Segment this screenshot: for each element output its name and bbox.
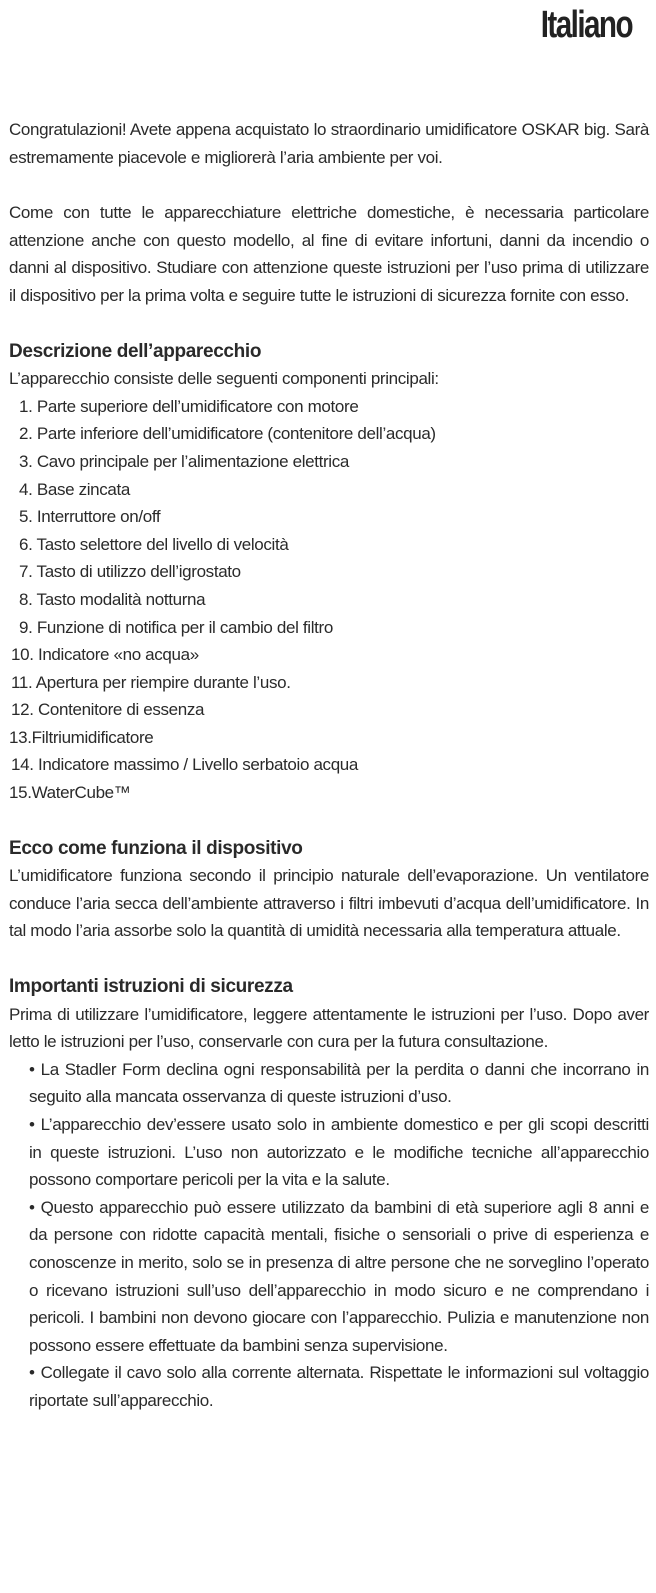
component-item: 13.Filtriumidificatore bbox=[9, 727, 154, 747]
spacer bbox=[9, 945, 649, 973]
component-item: 14. Indicatore massimo / Livello serbatoio acqua bbox=[11, 755, 359, 775]
safety-item-text: La Stadler Form declina ogni responsabilità per la perdita o danni che incorrano in seguito alla mancata osservanza di queste istruzioni d’uso. bbox=[29, 1059, 649, 1107]
component-item: 8. Tasto modalità notturna bbox=[19, 589, 206, 609]
safety-heading: Importanti istruzioni di sicurezza bbox=[9, 976, 293, 998]
safety-item bbox=[9, 1056, 649, 1111]
bullet-icon: • bbox=[29, 1363, 35, 1383]
component-item: 7. Tasto di utilizzo dell’igrostato bbox=[19, 562, 241, 582]
spacer bbox=[9, 171, 649, 199]
spacer bbox=[9, 807, 649, 835]
function-body: L’umidificatore funziona secondo il principio naturale dell’evaporazione. Un ventilatore conduce l’aria secca dell’ambiente attraverso i filtri imbevuti d’acqua dell’umidificatore. In tal modo l’aria assorbe solo la quantità di umidità necessaria alla temperatura attuale. bbox=[9, 866, 649, 941]
components-list bbox=[9, 393, 649, 807]
component-item: 4. Base zincata bbox=[19, 479, 130, 499]
component-item: 15.WaterCube™ bbox=[9, 783, 131, 803]
component-item: 2. Parte inferiore dell’umidificatore (contenitore dell’acqua) bbox=[19, 424, 436, 444]
spacer bbox=[9, 310, 649, 338]
component-item: 1. Parte superiore dell’umidificatore con motore bbox=[19, 396, 359, 416]
safety-item bbox=[9, 1359, 649, 1414]
component-item: 9. Funzione di notifica per il cambio del filtro bbox=[19, 617, 333, 637]
component-item: 5. Interruttore on/off bbox=[19, 507, 161, 527]
language-title: Italiano bbox=[540, 4, 632, 46]
function-heading: Ecco come funziona il dispositivo bbox=[9, 837, 303, 859]
safety-lead: Prima di utilizzare l’umidificatore, leggere attentamente le istruzioni per l’uso. Dopo aver letto le istruzioni per l’uso, conservarle con cura per la futura consultazione. bbox=[9, 1004, 649, 1052]
component-item: 10. Indicatore «no acqua» bbox=[11, 645, 199, 665]
description-heading: Descrizione dell’apparecchio bbox=[9, 340, 262, 362]
safety-item-text: Questo apparecchio può essere utilizzato da bambini di età superiore agli 8 anni e da persone con ridotte capacità mentali, fisiche o sensoriali o prive di esperienza e conoscenze in merito, solo se in presenza di altre persone che ne sorveglino l’operato o ricevano istruzioni sull’uso dell’apparecchio in modo sicuro e ne comprendano i pericoli. I bambini non devono giocare con l’apparecchio. Pulizia e manutenzione non possono essere effettuate da bambini senza supervisione. bbox=[29, 1197, 649, 1355]
intro-warning: Come con tutte le apparecchiature elettriche domestiche, è necessaria particolare attenzione anche con questo modello, al fine di evitare infortuni, danni da incendio o danni al dispositivo. Studiare con attenzione queste istruzioni per l’uso prima di utilizzare il dispositivo per la prima volta e seguire tutte le istruzioni di sicurezza fornite con esso. bbox=[9, 203, 649, 305]
component-item: 11. Apertura per riempire durante l’uso. bbox=[11, 672, 291, 692]
bullet-icon: • bbox=[29, 1197, 35, 1217]
safety-item bbox=[9, 1111, 649, 1194]
description-lead: L’apparecchio consiste delle seguenti componenti principali: bbox=[9, 369, 439, 389]
bullet-icon: • bbox=[29, 1115, 35, 1134]
safety-item bbox=[9, 1194, 649, 1360]
manual-content bbox=[9, 116, 649, 1415]
component-item: 3. Cavo principale per l’alimentazione elettrica bbox=[19, 451, 349, 471]
safety-list bbox=[9, 1056, 649, 1415]
bullet-icon: • bbox=[29, 1059, 35, 1079]
safety-item-text: Collegate il cavo solo alla corrente alternata. Rispettate le informazioni sul voltaggio riportate sull’apparecchio. bbox=[29, 1363, 649, 1410]
component-item: 12. Contenitore di essenza bbox=[11, 700, 205, 720]
component-item: 6. Tasto selettore del livello di velocità bbox=[19, 534, 289, 554]
safety-item-text: L’apparecchio dev’essere usato solo in ambiente domestico e per gli scopi descritti in queste istruzioni. L’uso non autorizzato e le modifiche tecniche all’apparecchio possono comportare pericoli per la vita e la salute. bbox=[29, 1115, 649, 1190]
intro-congratulations: Congratulazioni! Avete appena acquistato lo straordinario umidificatore OSKAR big. Sarà estremamente piacevole e migliorerà l’aria ambiente per voi. bbox=[9, 120, 649, 167]
